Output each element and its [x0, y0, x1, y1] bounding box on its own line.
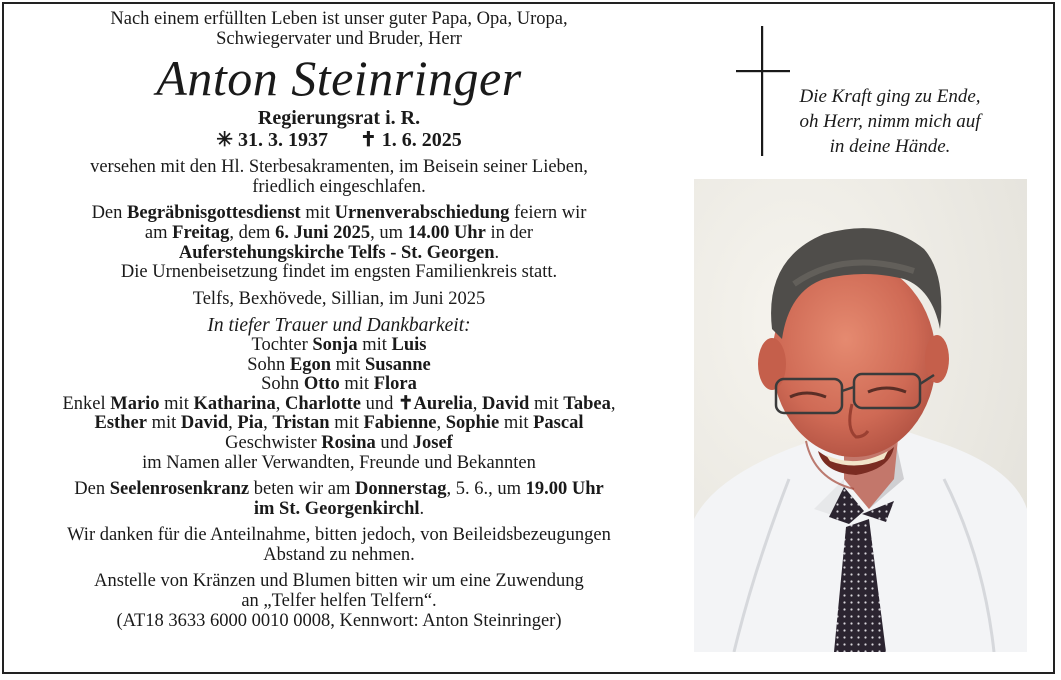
- text-fragment: .: [419, 498, 425, 519]
- text-fragment: mit: [159, 393, 194, 414]
- deceased-title: Regierungsrat i. R.: [257, 107, 421, 130]
- quote-line-2: oh Herr, nimm mich auf: [799, 111, 981, 132]
- rosary-time: 19.00 Uhr: [525, 479, 604, 500]
- family-name: ✝Aurelia: [398, 393, 473, 414]
- family-row-4: [14, 395, 664, 415]
- family-name: Tristan: [272, 413, 330, 434]
- text-fragment: und: [375, 432, 413, 453]
- family-name: Sophie: [445, 413, 500, 434]
- life-dates: [14, 129, 664, 151]
- donation-line-2: an „Telfer helfen Telfern“.: [241, 591, 437, 612]
- family-name: Katharina: [193, 393, 276, 414]
- intro-line-1: Nach einem erfüllten Leben ist unser guter Papa, Opa, Uropa,: [110, 9, 568, 29]
- text-fragment: Den: [74, 479, 110, 500]
- text-fragment: mit: [329, 413, 364, 434]
- family-name: Fabienne: [363, 413, 437, 434]
- funeral-weekday: Freitag: [172, 222, 230, 243]
- family-name: Esther: [94, 413, 147, 434]
- family-name: Charlotte: [284, 393, 361, 414]
- rosary-church: im St. Georgenkirchl: [253, 498, 420, 519]
- funeral-line-3: [14, 244, 664, 264]
- text-fragment: mit: [499, 413, 534, 434]
- text-fragment: ,: [610, 393, 616, 414]
- portrait-illustration: [694, 179, 1027, 652]
- family-row-2: [14, 356, 664, 376]
- passing-line-2: friedlich eingeschlafen.: [252, 176, 426, 197]
- family-name: Pascal: [533, 413, 584, 434]
- rosary-label: Seelenrosenkranz: [109, 479, 250, 500]
- family-row-3: [14, 375, 664, 395]
- family-name: David: [180, 413, 229, 434]
- family-name: Josef: [412, 432, 453, 453]
- family-name: David: [482, 393, 530, 414]
- text-fragment: Tochter: [251, 334, 313, 355]
- family-name: Sonja: [312, 334, 358, 355]
- text-fragment: in der: [485, 222, 534, 243]
- funeral-line-4: Die Urnenbeisetzung findet im engsten Familienkreis statt.: [120, 262, 558, 283]
- family-name: Susanne: [364, 354, 431, 375]
- text-fragment: feiern wir: [509, 203, 587, 224]
- notice-text-column: [14, 10, 664, 631]
- text-fragment: und: [361, 393, 398, 414]
- text-fragment: mit: [357, 334, 392, 355]
- text-fragment: Geschwister: [225, 432, 322, 453]
- family-row-7: im Namen aller Verwandten, Freunde und Bekannten: [142, 452, 536, 473]
- rosary-line-2: [14, 500, 664, 520]
- funeral-church: Auferstehungskirche Telfs - St. Georgen: [178, 242, 495, 263]
- text-fragment: Sohn: [247, 354, 290, 375]
- quote-line-3: in deine Hände.: [829, 136, 951, 157]
- funeral-service-label: Begräbnisgottesdienst: [127, 203, 301, 224]
- text-fragment: Sohn: [261, 374, 304, 395]
- family-row-1: [14, 336, 664, 356]
- place-date: Telfs, Bexhövede, Sillian, im Juni 2025: [192, 288, 486, 309]
- quote-line-1: Die Kraft ging zu Ende,: [799, 86, 981, 107]
- family-name: Luis: [391, 334, 427, 355]
- death-cross-icon: ✝: [360, 129, 377, 152]
- text-fragment: , dem: [229, 222, 276, 243]
- funeral-line-1: [14, 204, 664, 224]
- rosary-line-1: [14, 480, 664, 500]
- family-name: Rosina: [321, 432, 376, 453]
- text-fragment: mit: [331, 354, 365, 375]
- urn-farewell-label: Urnenverabschiedung: [334, 203, 510, 224]
- thanks-line-2: Abstand zu nehmen.: [263, 544, 415, 565]
- deceased-name: Anton Steinringer: [156, 50, 522, 107]
- text-fragment: Den: [91, 203, 128, 224]
- cross-icon: [736, 26, 790, 156]
- donation-line-3: (AT18 3633 6000 0010 0008, Kennwort: Anton Steinringer): [116, 610, 562, 631]
- text-fragment: ,: [263, 413, 273, 434]
- rosary-weekday: Donnerstag: [354, 479, 447, 500]
- text-fragment: ,: [472, 393, 483, 414]
- birth-star-icon: ✳: [216, 129, 233, 152]
- family-name: Egon: [289, 354, 332, 375]
- funeral-line-2: [14, 224, 664, 244]
- mourning-heading: In tiefer Trauer und Dankbarkeit:: [207, 315, 471, 337]
- text-fragment: ,: [275, 393, 285, 414]
- birth-date: 31. 3. 1937: [238, 129, 328, 152]
- text-fragment: mit: [300, 203, 335, 224]
- funeral-time: 14.00 Uhr: [407, 222, 486, 243]
- text-fragment: , 5. 6., um: [446, 479, 526, 500]
- text-fragment: beten wir am: [249, 479, 355, 500]
- family-row-6: [14, 434, 664, 454]
- family-row-5: [14, 414, 664, 434]
- thanks-line-1: Wir danken für die Anteilnahme, bitten jedoch, von Beileidsbezeugungen: [67, 525, 611, 546]
- donation-line-1: Anstelle von Kränzen und Blumen bitten wir um eine Zuwendung: [94, 571, 584, 592]
- intro-line-2: Schwiegervater und Bruder, Herr: [216, 28, 462, 49]
- text-fragment: ,: [228, 413, 238, 434]
- passing-line-1: versehen mit den Hl. Sterbesakramenten, im Beisein seiner Lieben,: [90, 157, 588, 178]
- bible-quote: [786, 84, 994, 159]
- family-name: Pia: [237, 413, 264, 434]
- text-fragment: , um: [370, 222, 408, 243]
- family-name: Otto: [303, 374, 340, 395]
- family-name: Mario: [110, 393, 160, 414]
- text-fragment: mit: [339, 374, 374, 395]
- text-fragment: mit: [529, 393, 564, 414]
- family-name: Flora: [373, 374, 417, 395]
- text-fragment: .: [494, 242, 500, 263]
- death-date: 1. 6. 2025: [381, 129, 462, 152]
- funeral-date: 6. Juni 2025: [275, 222, 371, 243]
- text-fragment: mit: [146, 413, 181, 434]
- family-name: Tabea: [563, 393, 611, 414]
- text-fragment: Enkel: [62, 393, 111, 414]
- text-fragment: ,: [436, 413, 446, 434]
- text-fragment: am: [144, 222, 173, 243]
- portrait-photo: [694, 179, 1027, 652]
